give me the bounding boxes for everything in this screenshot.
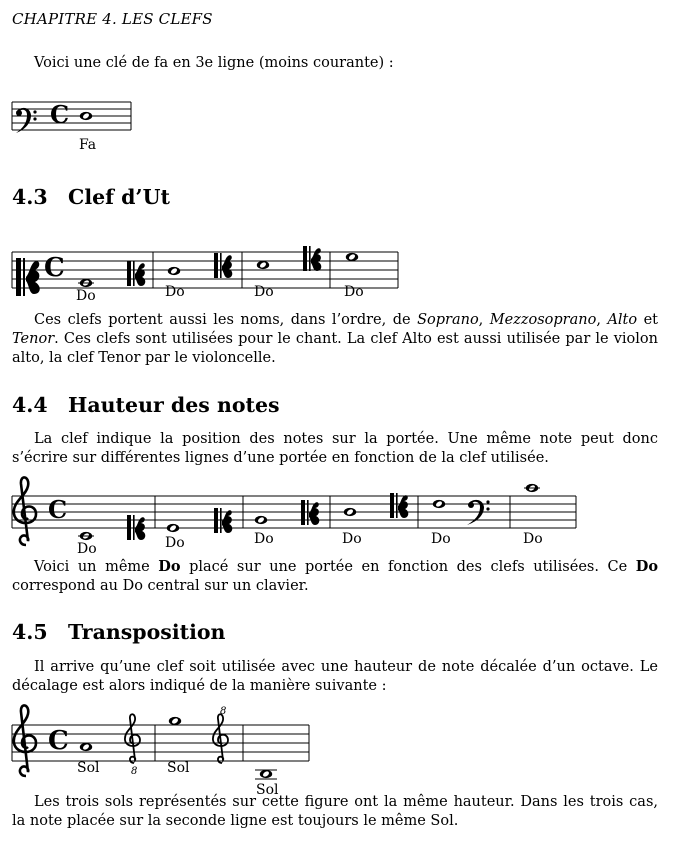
term-do: Do [158,558,181,575]
whole-note [255,516,267,524]
section-number: 4.5 [12,620,48,644]
note-label-do: Do [344,284,364,300]
staff-fa3 [12,100,131,153]
note-label-sol: Sol [167,760,190,776]
staff-ut [12,246,398,304]
whole-note [346,253,358,261]
whole-note [80,743,92,751]
bass-clef-icon [16,108,37,133]
section-title-text: Hauteur des notes [68,393,280,417]
section-heading-4-5 [12,620,225,644]
common-time-icon: C [44,253,65,283]
term-soprano: Soprano [417,312,479,328]
paragraph-trois-sols: Les trois sols représentés sur cette figure ont la même hauteur. Dans les trois cas, la note placée sur la seconde ligne est toujours le même Sol. [12,794,658,829]
running-header: CHAPITRE 4. LES CLEFS [12,10,213,28]
c-clef-icon [127,261,145,286]
note-label-do: Do [254,531,274,547]
c-clef-icon [127,515,145,540]
treble-clef-icon [14,705,36,776]
term-do: Do [635,558,658,575]
whole-note [169,717,181,725]
term-alto: Alto [607,312,638,328]
staff-hauteur [12,477,576,557]
whole-note [344,508,356,516]
section-title-text: Clef d’Ut [68,185,170,209]
whole-note [257,261,269,269]
paragraph-clef-names: Ces clefs portent aussi les noms, dans l’ordre, de Soprano, Mezzosoprano, Alto et Tenor. Ces clefs sont utilisées pour le chant. La clef Alto est aussi utilisée par le violon alto, la clef Tenor par le violoncelle. [12,312,659,366]
whole-note [260,770,272,778]
section-heading-4-4 [12,393,280,417]
treble-clef-icon [14,477,36,545]
whole-note [168,267,180,275]
common-time-icon: C [48,726,69,756]
c-clef-icon [303,246,321,271]
treble-clef-8vb-icon [125,714,140,763]
note-label-do: Do [165,284,185,300]
note-label-sol: Sol [77,760,100,776]
note-label-do: Do [76,288,96,304]
section-number: 4.3 [12,185,48,209]
octave-mark: 8 [131,766,138,777]
term-tenor: Tenor [12,331,55,347]
term-mezzosoprano: Mezzosoprano [489,312,597,328]
paragraph-fa3: Voici une clé de fa en 3e ligne (moins courante) : [34,55,394,71]
section-heading-4-3 [12,185,170,209]
paragraph-do-central: Voici un même Do placé sur une portée en fonction des clefs utilisées. Ce Do correspond au Do central sur un clavier. [12,558,658,594]
treble-clef-8va-icon [213,714,228,763]
staff-transposition [12,705,309,798]
note-label-do: Do [342,531,362,547]
note-label-do: Do [431,531,451,547]
c-clef-icon [390,493,408,518]
whole-note [433,500,445,508]
whole-note [80,112,92,120]
note-label-do: Do [254,284,274,300]
octave-mark: 8 [220,706,227,717]
paragraph-hauteur: La clef indique la position des notes sur la portée. Une même note peut donc s’écrire sur différentes lignes d’une portée en fonction de la clef utilisée. [12,431,658,466]
common-time-icon: C [50,100,70,129]
paragraph-transposition: Il arrive qu’une clef soit utilisée avec une hauteur de note décalée d’un octave. Le décalage est alors indiqué de la manière suivante : [12,659,658,694]
whole-note [167,524,179,532]
note-label-fa: Fa [79,137,97,153]
note-label-do: Do [523,531,543,547]
common-time-icon: C [48,495,68,524]
c-clef-icon [214,253,232,278]
note-label-do: Do [165,535,185,551]
section-number: 4.4 [12,393,48,417]
note-label-sol: Sol [256,782,279,798]
note-label-do: Do [77,541,97,557]
c-clef-icon [16,258,40,296]
section-title-text: Transposition [68,620,226,644]
